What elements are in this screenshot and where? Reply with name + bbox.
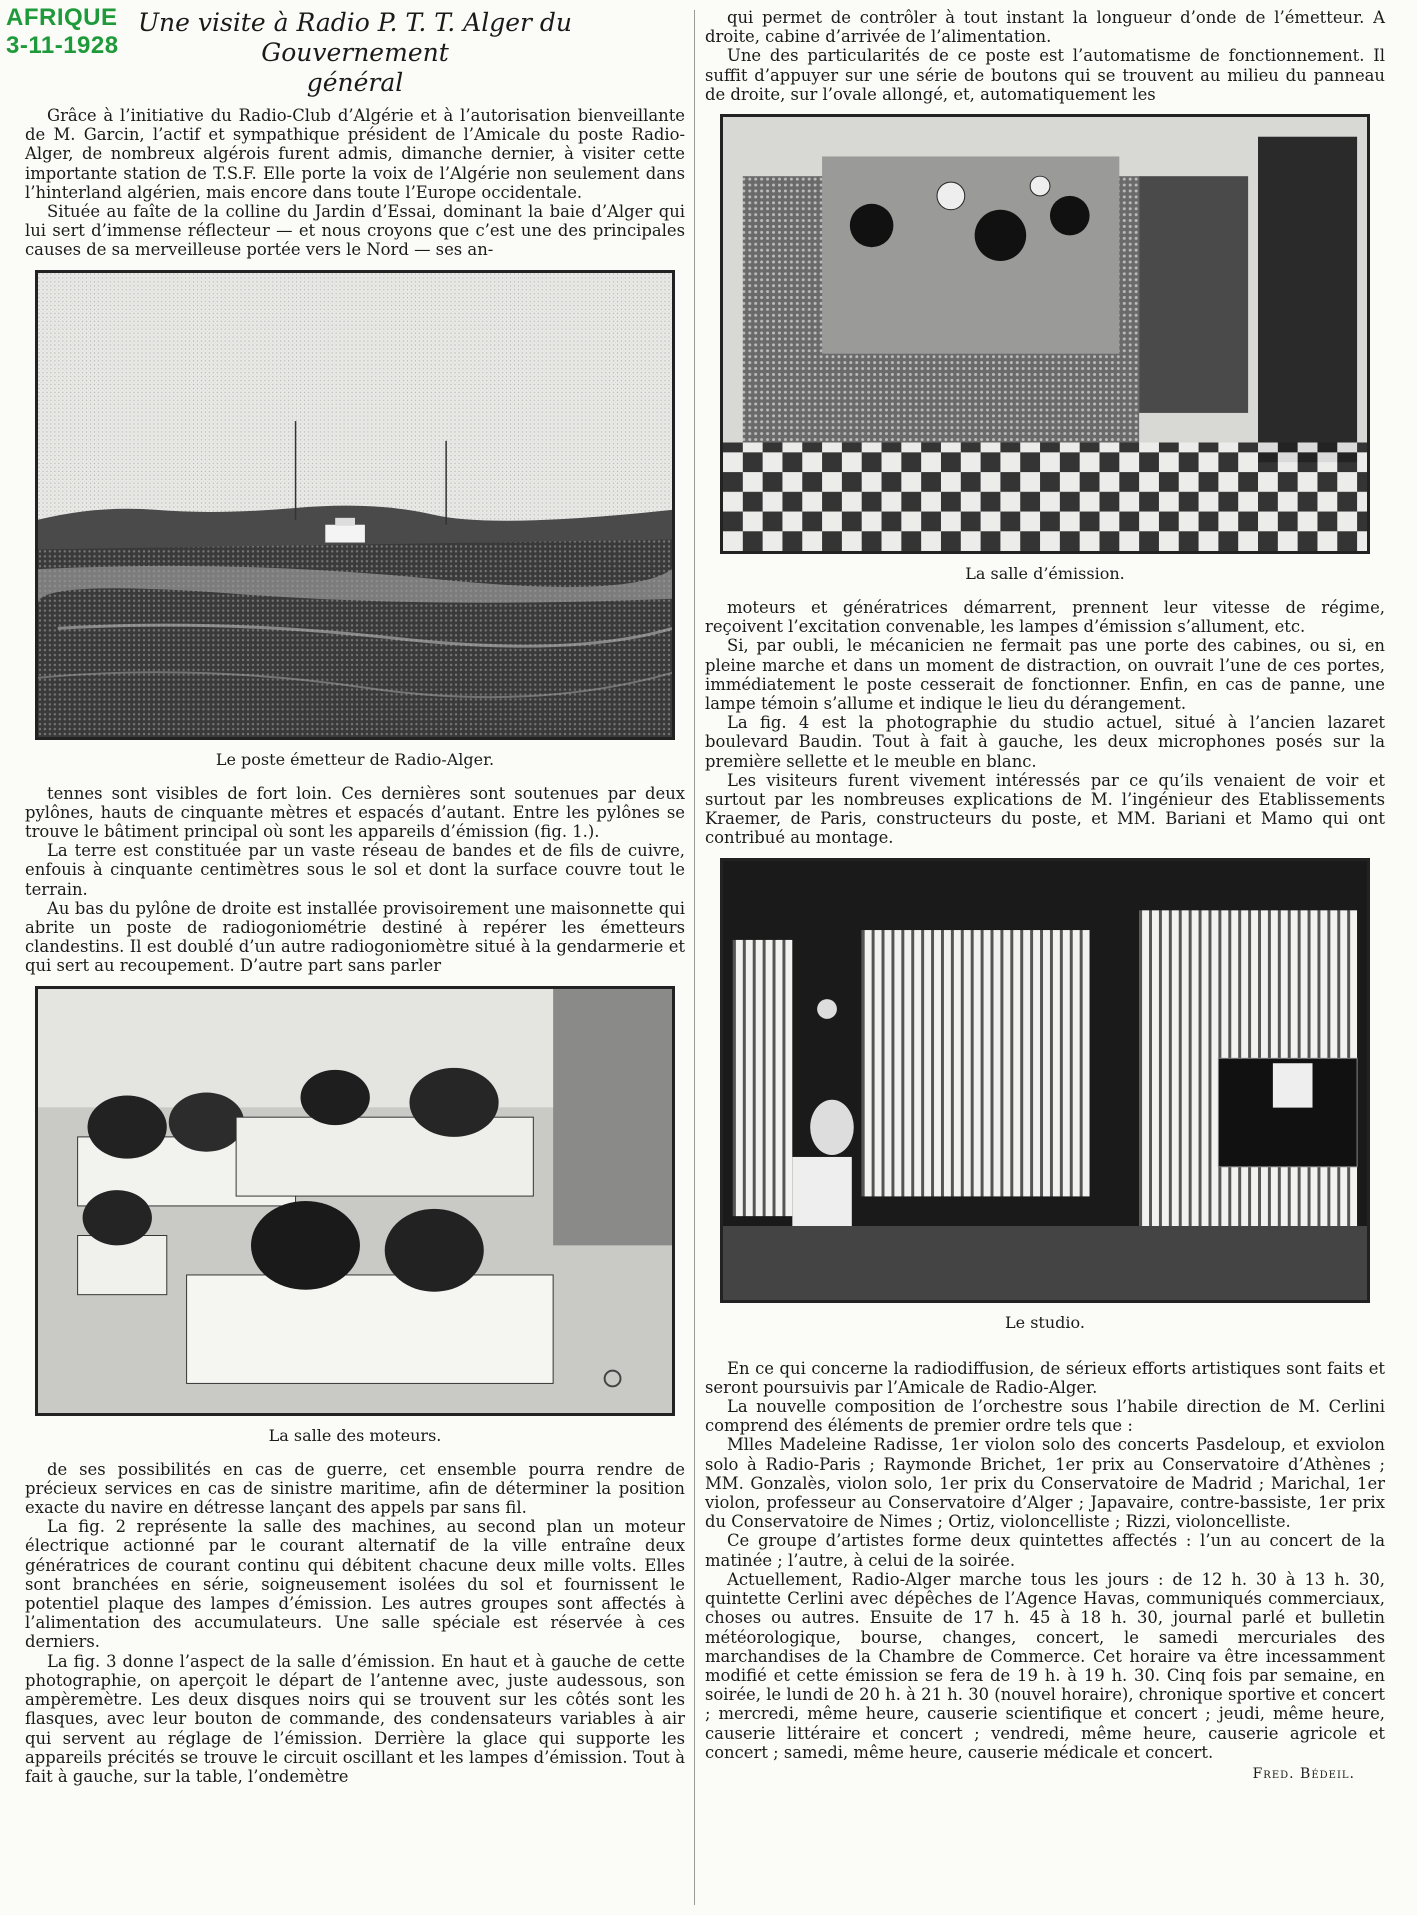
paragraph: Au bas du pylône de droite est installée provisoirement une maisonnette qui abrite un poste de radiogoniométrie destiné à repérer les émetteurs clandestins. Il est doublé d’un autre radiogoniomètre situé à la gendarmerie et qui sert au recoupement. D’autre part sans parler — [25, 898, 685, 976]
paragraph: Si, par oubli, le mécanicien ne fermait pas une porte des cabines, ou si, en pleine marche et dans un moment de distraction, on ouvrait l’une de ces portes, immédiatement le poste cesserait de fonctionner. Enfin, en cas de panne, une lampe témoin s’allume et indique le lieu du dérangement. — [705, 636, 1385, 714]
paragraph: de ses possibilités en cas de guerre, cet ensemble pourra rendre de précieux services en cas de sinistre maritime, afin de déterminer la position exacte du navire en détresse lançant des appels par sans fil. — [25, 1459, 685, 1518]
author-signature: Fred. Bédeil. — [1252, 1765, 1355, 1782]
paragraph: Située au faîte de la colline du Jardin d’Essai, dominant la baie d’Alger qui lui sert d’immense réflecteur — et nous croyons que c’est une des principales causes de sa merveilleuse portée vers le Nord — ses an- — [25, 202, 685, 260]
paragraph: Une des particularités de ce poste est l’automatisme de fonctionnement. Il suffit d’appuyer sur une série de boutons qui se trouvent au milieu du panneau de droite, sur l’ovale allongé, et, automatiquement les — [705, 46, 1385, 104]
article-title-line2: général — [306, 68, 404, 97]
paragraph: La terre est constituée par un vaste réseau de bandes et de fils de cuivre, enfouis à cinquante centimètres sous le sol et dont la surface couvre tout le terrain. — [25, 841, 685, 899]
figure-2-photo — [35, 986, 675, 1416]
article-title — [55, 8, 655, 98]
figure-4-caption: Le studio. — [1005, 1312, 1085, 1332]
paragraph: Mlles Madeleine Radisse, 1er violon solo des concerts Pasdeloup, et exviolon solo à Radio-Paris ; Raymonde Brichet, 1er prix au Conservatoire d’Athènes ; MM. Gonzalès, violon solo, 1er prix du Conservatoire de Madrid ; Marichal, 1er violon, professeur au Conservatoire d’Alger ; Japavaire, contre-bassiste, 1er prix du Conservatoire de Nimes ; Ortiz, violoncelliste ; Rizzi, violoncelliste. — [705, 1435, 1385, 1532]
paragraph: qui permet de contrôler à tout instant la longueur d’onde de l’émetteur. A droite, cabine d’arrivée de l’alimentation. — [705, 8, 1385, 47]
left-column — [25, 0, 685, 1786]
source-tag-date: 3-11-1928 — [6, 32, 119, 59]
source-tag — [6, 4, 119, 60]
paragraph: La fig. 3 donne l’aspect de la salle d’émission. En haut et à gauche de cette photographie, on aperçoit le départ de l’antenne avec, juste audessous, son ampèremètre. Les deux disques noirs qui se trouvent sur les côtés sont les flasques, avec leur bouton de commande, des condensateurs variables à air qui servent au réglage de l’émission. Derrière la glace qui supporte les appareils précités se trouve le circuit oscillant et les lampes d’émission. Tout à fait à gauche, sur la table, l’ondemètre — [25, 1651, 685, 1786]
paragraph: La fig. 2 représente la salle des machines, au second plan un moteur électrique actionné par le courant alternatif de la ville entraîne deux génératrices de courant continu qui débitent chacune deux mille volts. Elles sont branchées en série, soigneusement isolées du sol et fournissent le potentiel plaque des lampes d’émission. Les autres groupes sont affectés à l’alimentation des accumulateurs. Une salle spéciale est réservée à ces derniers. — [25, 1517, 685, 1652]
studio-photo — [723, 861, 1367, 1300]
figure-2-caption: La salle des moteurs. — [268, 1425, 442, 1445]
landscape-photo — [38, 273, 672, 737]
figure-4-photo — [720, 858, 1370, 1303]
paragraph: En ce qui concerne la radiodiffusion, de sérieux efforts artistiques sont faits et seront poursuivis par l’Amicale de Radio-Alger. — [705, 1358, 1385, 1397]
figure-1-photo — [35, 270, 675, 740]
figure-1-caption: Le poste émetteur de Radio-Alger. — [215, 749, 495, 769]
paragraph: Les visiteurs furent vivement intéressés par ce qu’ils venaient de voir et surtout par les nombreuses explications de M. l’ingénieur des Etablissements Kraemer, de Paris, constructeurs du poste, et MM. Bariani et Mamo qui ont contribué au montage. — [705, 770, 1385, 848]
paragraph: Actuellement, Radio-Alger marche tous les jours : de 12 h. 30 à 13 h. 30, quintette Cerlini avec dépêches de l’Agence Havas, communiqués commerciaux, choses ou autres. Ensuite de 17 h. 45 à 18 h. 30, journal parlé et bulletin météorologique, bourse, changes, concert, le samedi mercuriales des marchandises de la Chambre de Commerce. Cet horaire va être incessamment modifié et cette émission se fera de 19 h. à 19 h. 30. Cinq fois par semaine, en soirée, le lundi de 20 h. à 21 h. 30 (nouvel horaire), chronique sportive et concert ; mercredi, même heure, causerie scientifique et concert ; jeudi, même heure, causerie littéraire et concert ; vendredi, même heure, causerie agricole et concert ; samedi, même heure, causerie médicale et concert. — [705, 1569, 1385, 1762]
paragraph: Ce groupe d’artistes forme deux quintettes affectés : l’un au concert de la matinée ; l’autre, à celui de la soirée. — [705, 1531, 1385, 1570]
figure-3-caption: La salle d’émission. — [965, 564, 1125, 584]
source-tag-publication: AFRIQUE — [6, 4, 118, 31]
paragraph: La fig. 4 est la photographie du studio actuel, situé à l’ancien lazaret boulevard Baudin. Tout à fait à gauche, les deux microphones posés sur la première sellette et le meuble en blanc. — [705, 713, 1385, 771]
motor-room-photo — [38, 989, 672, 1413]
figure-3-photo — [720, 114, 1370, 554]
transmitter-room-photo — [723, 117, 1367, 551]
paragraph: La nouvelle composition de l’orchestre sous l’habile direction de M. Cerlini comprend des éléments de premier ordre tels que : — [705, 1397, 1385, 1436]
paragraph: moteurs et génératrices démarrent, prennent leur vitesse de régime, reçoivent l’excitation convenable, les lampes d’émission s’allument, etc. — [705, 598, 1385, 637]
article-title-line1: Une visite à Radio P. T. T. Alger du Gouvernement — [137, 8, 573, 67]
right-column — [705, 0, 1385, 1782]
paragraph: Grâce à l’initiative du Radio-Club d’Algérie et à l’autorisation bienveillante de M. Garcin, l’actif et sympathique président de l’Amicale du poste Radio-Alger, de nombreux algérois furent admis, dimanche dernier, à visiter cette importante station de T.S.F. Elle porte la voix de l’Algérie non seulement dans l’hinterland algérien, mais encore dans toute l’Europe occidentale. — [25, 106, 685, 202]
column-divider — [694, 10, 695, 1905]
paragraph: tennes sont visibles de fort loin. Ces dernières sont soutenues par deux pylônes, hauts de cinquante mètres et espacés d’autant. Entre les pylônes se trouve le bâtiment principal où sont les appareils d’émission (fig. 1.). — [25, 783, 685, 842]
